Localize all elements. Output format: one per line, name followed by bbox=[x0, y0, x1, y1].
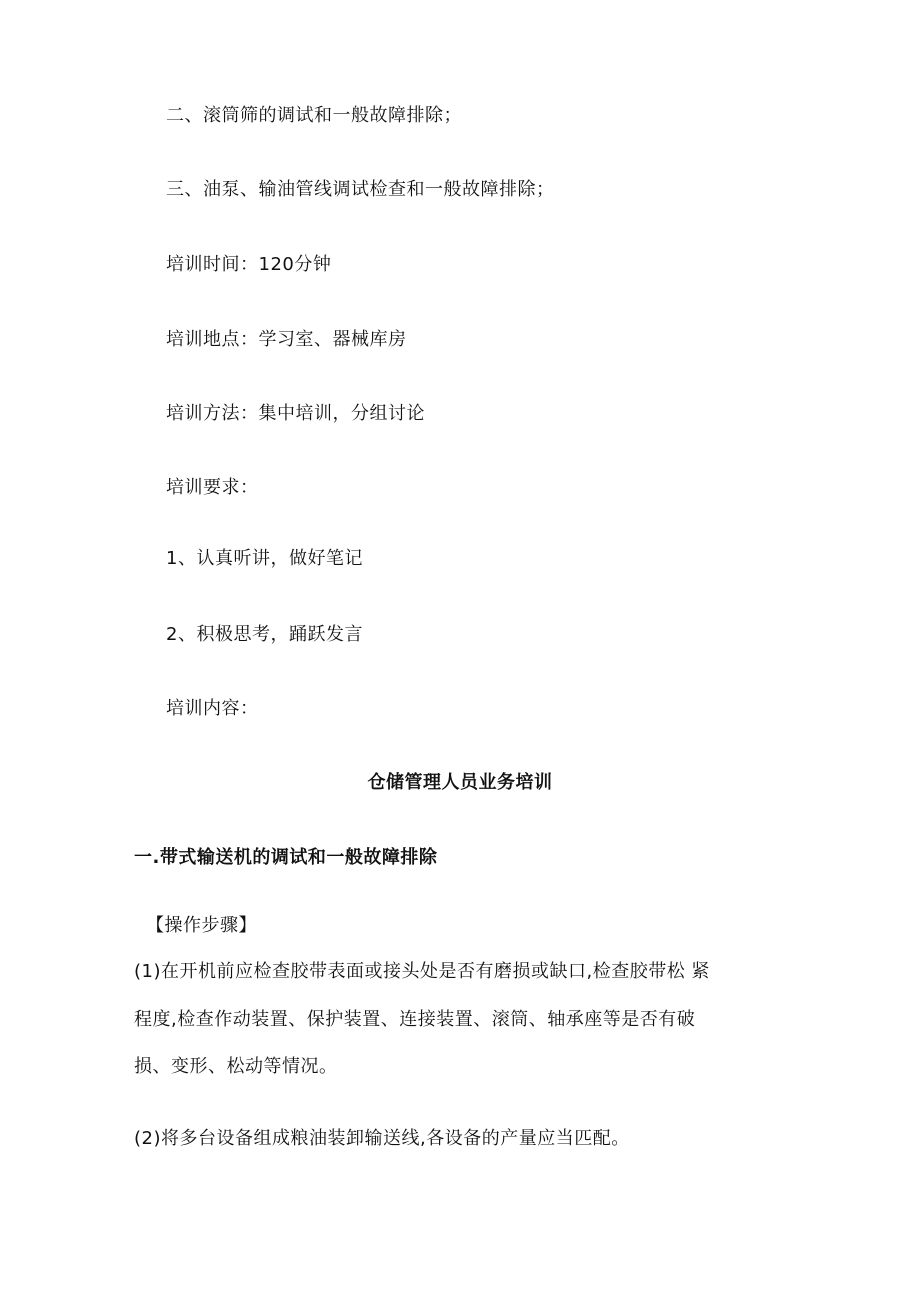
document-title: 仓储管理人员业务培训 bbox=[367, 772, 553, 793]
requirement-1: 1、认真听讲，做好笔记 bbox=[166, 548, 363, 569]
training-location: 培训地点：学习室、器械库房 bbox=[166, 329, 407, 350]
requirement-2: 2、积极思考，踊跃发言 bbox=[166, 624, 363, 645]
step2: (2)将多台设备组成粮油装卸输送线,各设备的产量应当匹配。 bbox=[134, 1128, 630, 1149]
training-method: 培训方法：集中培训，分组讨论 bbox=[166, 403, 425, 424]
training-content-label: 培训内容： bbox=[166, 698, 259, 719]
steps-label: 【操作步骤】 bbox=[146, 915, 257, 936]
step1-line-2: 程度,检查作动装置、保护装置、连接装置、滚筒、轴承座等是否有破 bbox=[134, 1009, 696, 1030]
training-requirements-label: 培训要求： bbox=[166, 477, 259, 498]
training-time: 培训时间：120分钟 bbox=[166, 254, 332, 275]
step1-line-1: (1)在开机前应检查胶带表面或接头处是否有磨损或缺口,检查胶带松 紧 bbox=[134, 961, 710, 982]
section-heading: 一.带式输送机的调试和一般故障排除 bbox=[134, 847, 438, 868]
item-oil-pump: 三、油泵、输油管线调试检查和一般故障排除； bbox=[166, 179, 555, 200]
item-drum-screen: 二、滚筒筛的调试和一般故障排除； bbox=[166, 105, 462, 126]
step1-line-3: 损、变形、松动等情况。 bbox=[134, 1056, 338, 1077]
